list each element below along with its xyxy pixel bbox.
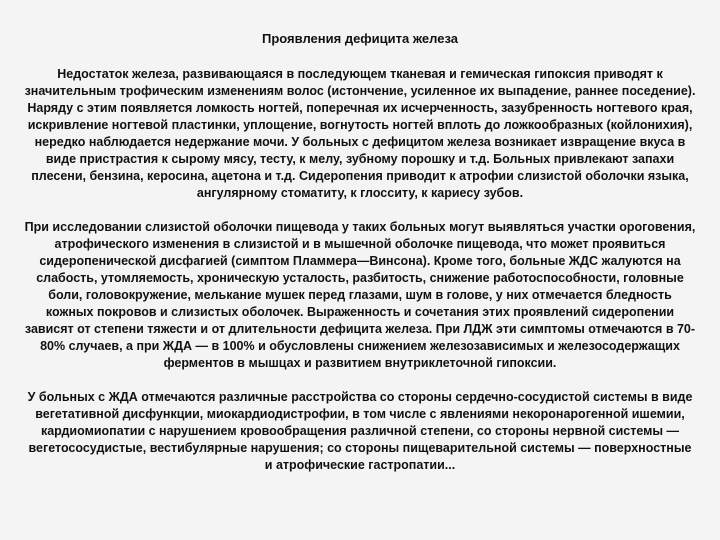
paragraph-systemic-disorders: У больных с ЖДА отмечаются различные расстройства со стороны сердечно-сосудистой системы в виде вегетативной дисфункции, миокардиодистрофии, в том числе с явлениями некоронарогенной ишемии, кардиомиопатии с нарушением кровообращения различной степени, со стороны нервной системы — вегетососудистые, вестибулярные нарушения; со стороны пищеварительной системы — поверхностные и атрофические гастропатии... (27, 390, 693, 472)
paragraph-hair-nails-taste: Недостаток железа, развивающаяся в последующем тканевая и гемическая гипоксия приводят к значительным трофическим изменениям волос (истончение, усиленное их выпадение, раннее поседение). Наряду с этим появляется ломкость ногтей, поперечная их исчерченность, зазубренность ногтевого края, искривление ногтевой пластинки, уплощение, вогнутость ногтей вплоть до ложкообразных (койлонихия), нередко наблюдается недержание мочи. У больных с дефицитом железа возникает извращение вкуса в виде пристрастия к сырому мясу, тесту, к мелу, зубному порошку и т.д. Больных привлекают запахи плесени, бензина, керосина, ацетона и т.д. Сидеропения приводит к атрофии слизистой оболочки языка, ангулярному стоматиту, к глосситу, к кариесу зубов. (24, 67, 696, 200)
slide-title: Проявления дефицита железа (262, 31, 458, 46)
paragraph-esophagus-symptoms: При исследовании слизистой оболочки пищевода у таких больных могут выявляться участки ороговения, атрофического изменения в слизистой и в мышечной оболочке пищевода, что может проявиться сидеропенической дисфагией (симптом Пламмера—Винсона). Кроме того, больные ЖДС жалуются на слабость, утомляемость, хроническую усталость, разбитость, снижение работоспособности, головные боли, головокружение, мелькание мушек перед глазами, шум в голове, у них отмечается бледность кожных покровов и слизистых оболочек. Выраженность и сочетания этих проявлений сидеропении зависят от степени тяжести и от длительности дефицита железа. При ЛДЖ эти симптомы отмечаются в 70-80% случаев, а при ЖДА — в 100% и обусловлены снижением железозависимых и железосодержащих ферментов в мышцах и развитием внутриклеточной гипоксии. (24, 220, 696, 370)
